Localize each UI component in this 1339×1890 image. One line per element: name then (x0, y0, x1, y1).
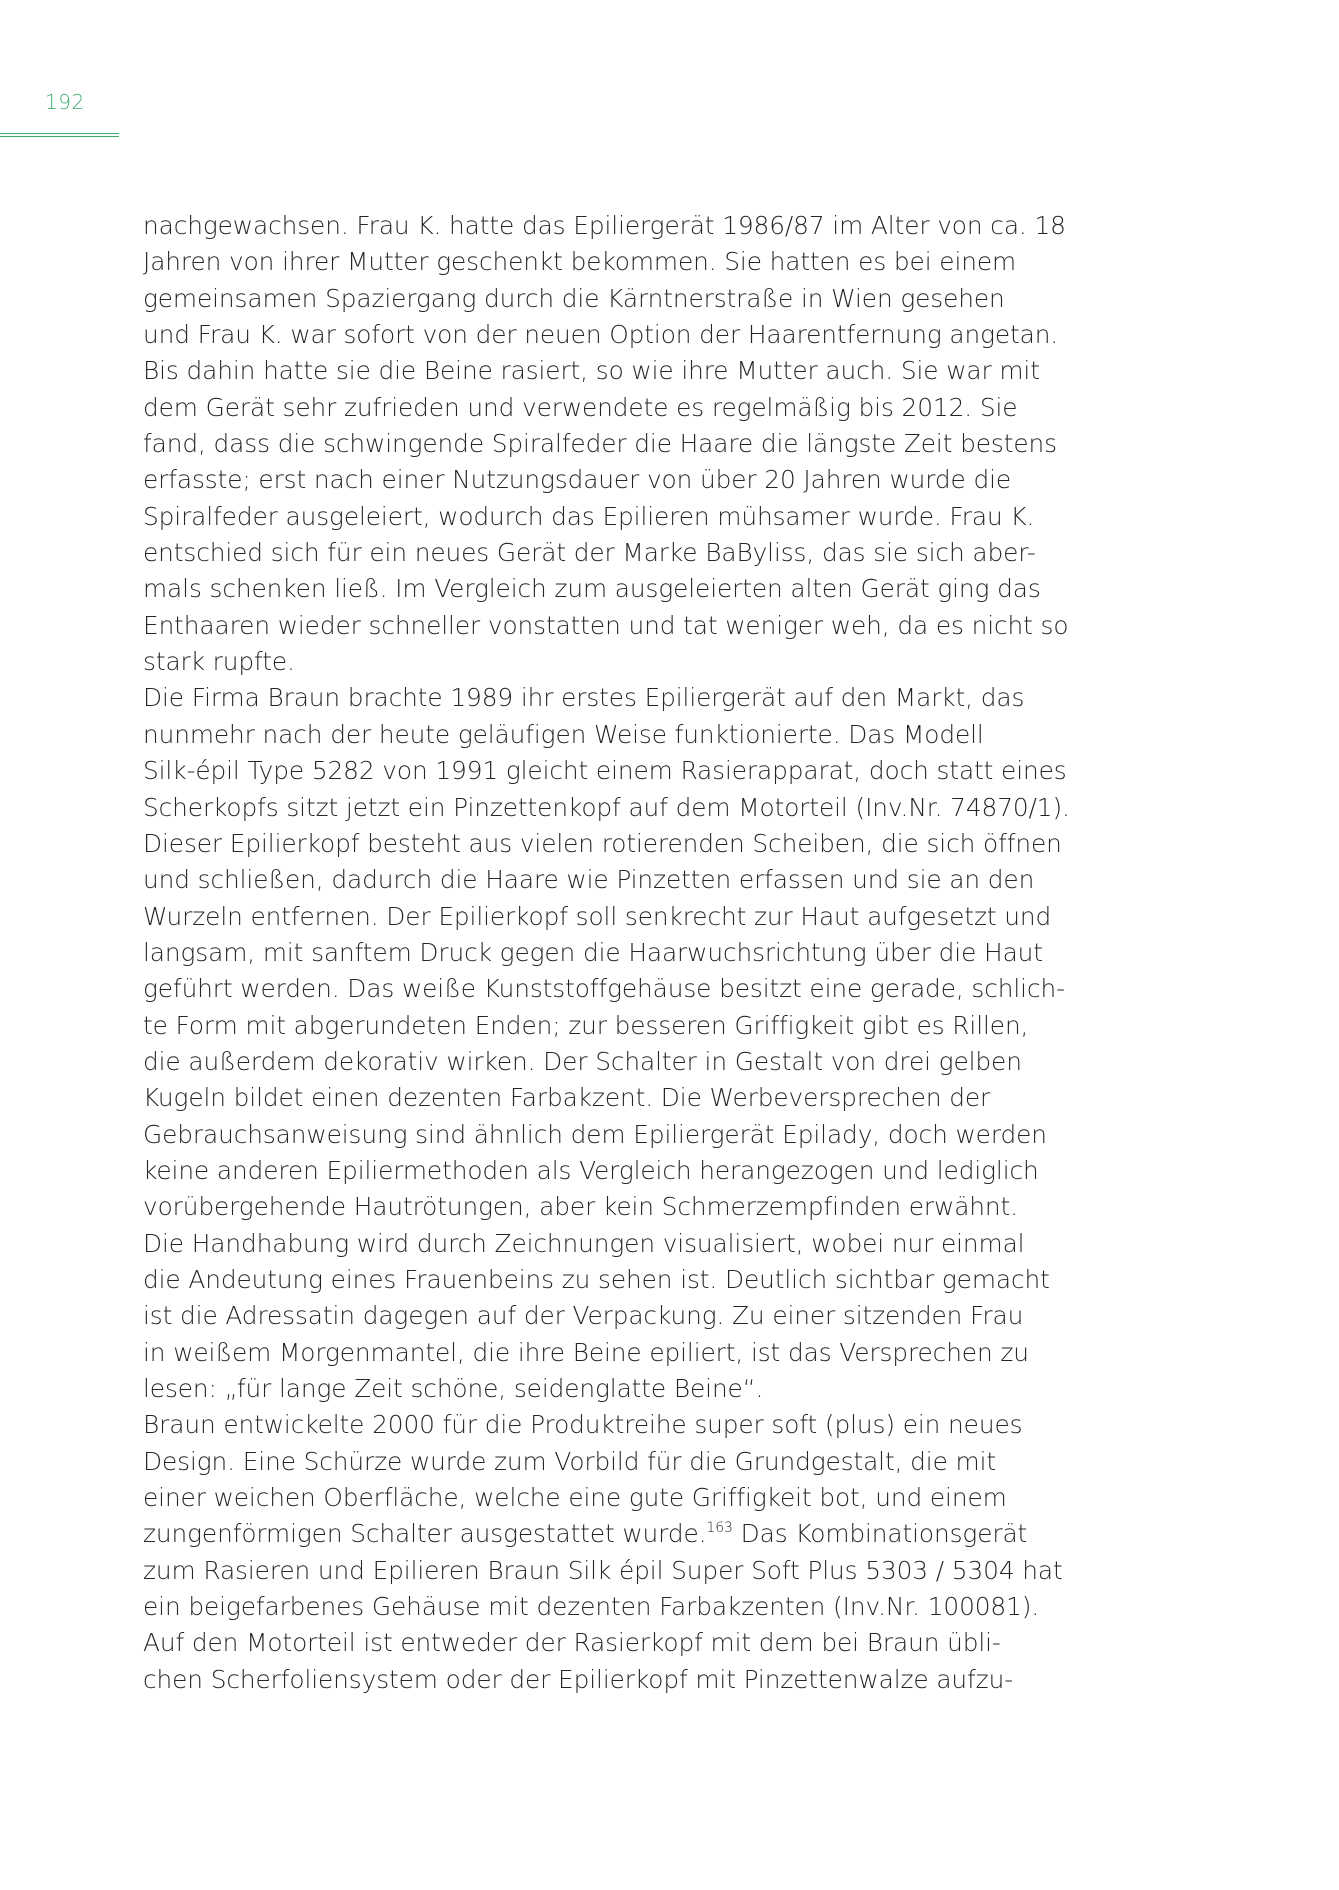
header-rule-top (0, 133, 119, 134)
text-line: dem Gerät sehr zufrieden und verwendete es regelmäßig bis 2012. Sie (143, 392, 1018, 422)
footnote-line (143, 1516, 1043, 1552)
footnote-line-text-before: zungenförmigen Schalter ausgestattet wurde. (143, 1519, 707, 1549)
text-line: zum Rasieren und Epilieren Braun Silk épil Super Soft Plus 5303 / 5304 hat (143, 1555, 1063, 1585)
text-line: Kugeln bildet einen dezenten Farbakzent. Die Werbeversprechen der (143, 1083, 991, 1113)
footnote-ref[interactable]: 163 (706, 1520, 733, 1537)
text-line: Die Handhabung wird durch Zeichnungen visualisiert, wobei nur einmal (143, 1228, 1025, 1258)
text-line: mals schenken ließ. Im Vergleich zum ausgeleierten alten Gerät ging das (143, 574, 1041, 604)
text-line: die Andeutung eines Frauenbeins zu sehen ist. Deutlich sichtbar gemacht (143, 1264, 1050, 1294)
text-line: ein beigefarbenes Gehäuse mit dezenten Farbakzenten (Inv.Nr. 100081). (143, 1592, 1040, 1622)
body-lines-part-2 (143, 1553, 1063, 1698)
text-line: Die Firma Braun brachte 1989 ihr erstes Epiliergerät auf den Markt, das (143, 683, 1025, 713)
text-line: vorübergehende Hautrötungen, aber kein Schmerzempfinden erwähnt. (143, 1192, 1018, 1222)
text-line: keine anderen Epiliermethoden als Vergleich herangezogen und lediglich (143, 1155, 1039, 1185)
footnote-line-text-after: Das Kombinationsgerät (732, 1519, 1028, 1549)
text-line: die außerdem dekorativ wirken. Der Schalter in Gestalt von drei gelben (143, 1046, 1022, 1076)
text-line: ist die Adressatin dagegen auf der Verpackung. Zu einer sitzenden Frau (143, 1301, 1024, 1331)
text-line: und Frau K. war sofort von der neuen Option der Haarentfernung angetan. (143, 320, 1059, 350)
text-line: Spiralfeder ausgeleiert, wodurch das Epilieren mühsamer wurde. Frau K. (143, 501, 1035, 531)
text-line: Jahren von ihrer Mutter geschenkt bekommen. Sie hatten es bei einem (143, 247, 1017, 277)
body-lines-part-1 (143, 208, 1070, 1516)
text-line: nachgewachsen. Frau K. hatte das Epiliergerät 1986/87 im Alter von ca. 18 (143, 211, 1066, 240)
text-line: Braun entwickelte 2000 für die Produktreihe super soft (plus) ein neues (143, 1410, 1023, 1440)
text-line: Design. Eine Schürze wurde zum Vorbild für die Grundgestalt, die mit (143, 1446, 996, 1476)
text-line: entschied sich für ein neues Gerät der Marke BaByliss, das sie sich aber- (143, 538, 1036, 568)
text-line: chen Scherfoliensystem oder der Epilierkopf mit Pinzettenwalze aufzu- (143, 1664, 1014, 1694)
body-text (143, 208, 1070, 1698)
text-line: Enthaaren wieder schneller vonstatten und tat weniger weh, da es nicht so (143, 610, 1069, 640)
text-line: nunmehr nach der heute geläufigen Weise funktionierte. Das Modell (143, 719, 984, 749)
text-line: in weißem Morgenmantel, die ihre Beine epiliert, ist das Versprechen zu (143, 1337, 1029, 1367)
text-line: Silk-épil Type 5282 von 1991 gleicht einem Rasierapparat, doch statt eines (143, 756, 1067, 786)
header-rule-bottom (0, 136, 119, 137)
text-line: geführt werden. Das weiße Kunststoffgehäuse besitzt eine gerade, schlich- (143, 974, 1065, 1004)
text-line: lesen: „für lange Zeit schöne, seidenglatte Beine“. (143, 1374, 764, 1403)
text-line: Dieser Epilierkopf besteht aus vielen rotierenden Scheiben, die sich öffnen (143, 828, 1062, 858)
text-line: te Form mit abgerundeten Enden; zur besseren Griffigkeit gibt es Rillen, (143, 1010, 1029, 1040)
text-line: stark rupfte. (143, 647, 295, 677)
text-line: erfasste; erst nach einer Nutzungsdauer von über 20 Jahren wurde die (143, 465, 1012, 495)
text-line: fand, dass die schwingende Spiralfeder die Haare die längste Zeit bestens (143, 429, 1057, 459)
text-line: gemeinsamen Spaziergang durch die Kärntnerstraße in Wien gesehen (143, 283, 1005, 313)
text-line: langsam, mit sanftem Druck gegen die Haarwuchsrichtung über die Haut (143, 937, 1043, 967)
text-line: Auf den Motorteil ist entweder der Rasierkopf mit dem bei Braun übli- (143, 1628, 1001, 1658)
text-line: Scherkopfs sitzt jetzt ein Pinzettenkopf auf dem Motorteil (Inv.Nr. 74870/1). (143, 792, 1070, 822)
text-line: Bis dahin hatte sie die Beine rasiert, so wie ihre Mutter auch. Sie war mit (143, 356, 1040, 386)
text-line: Gebrauchsanweisung sind ähnlich dem Epiliergerät Epilady, doch werden (143, 1119, 1047, 1149)
text-line: und schließen, dadurch die Haare wie Pinzetten erfassen und sie an den (143, 865, 1035, 895)
text-line: Wurzeln entfernen. Der Epilierkopf soll senkrecht zur Haut aufgesetzt und (143, 901, 1052, 931)
text-line: einer weichen Oberfläche, welche eine gute Griffigkeit bot, und einem (143, 1483, 1007, 1513)
page-number: 192 (45, 90, 85, 114)
